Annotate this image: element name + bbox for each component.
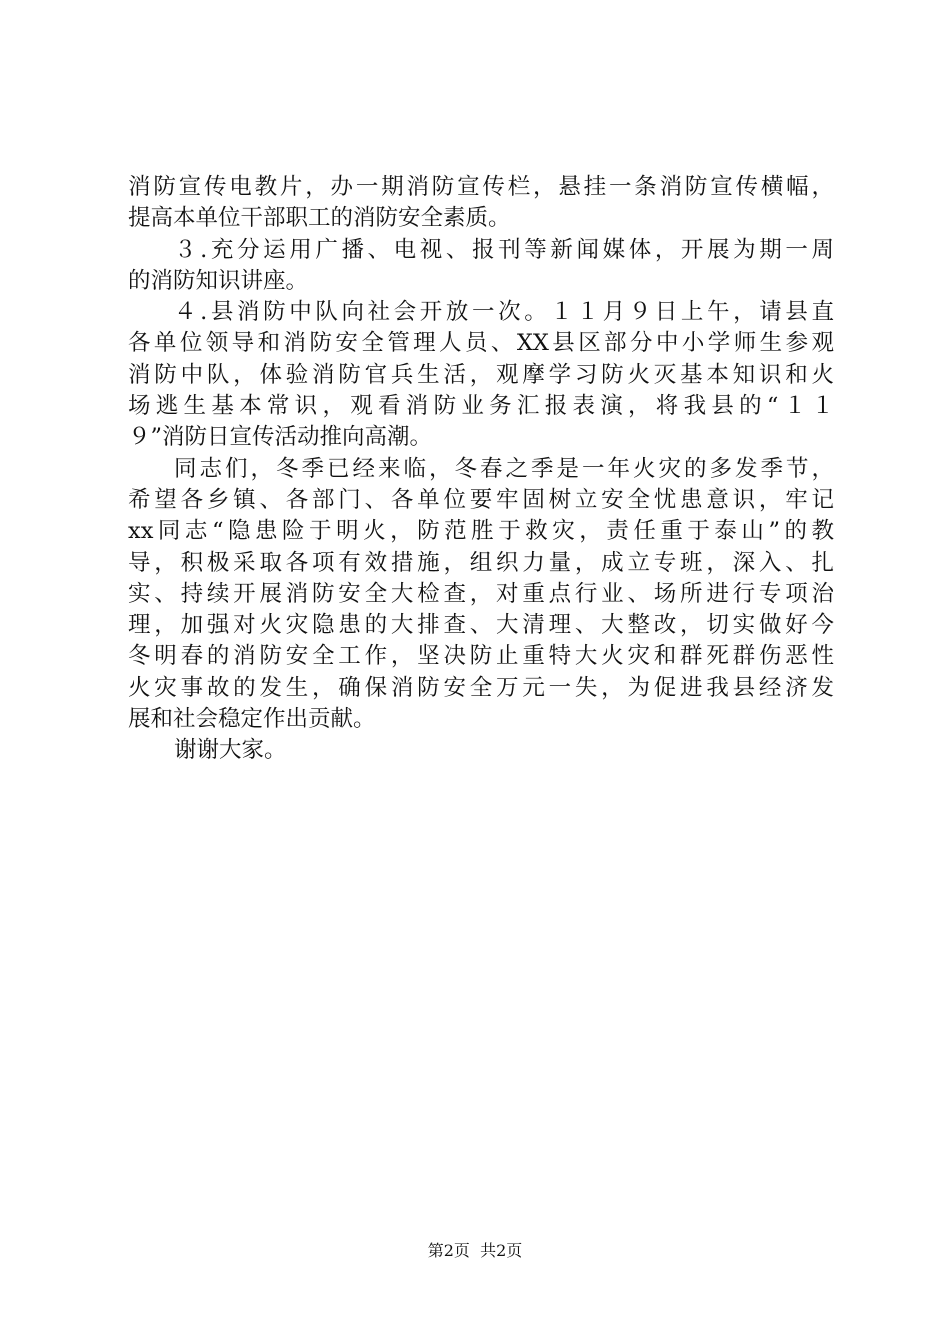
text-line: 希望各乡镇、各部门、各单位要牢固树立安全忧患意识，牢记	[128, 486, 834, 513]
text-line: 各单位领导和消防安全管理人员、XX县区部分中小学师生参观	[128, 330, 834, 357]
text-line: ４.县消防中队向社会开放一次。１１月９日上午，请县直	[174, 299, 834, 326]
text-line: 导，积极采取各项有效措施，组织力量，成立专班，深入、扎	[128, 549, 834, 576]
text-line: 展和社会稳定作出贡献。	[128, 706, 376, 733]
text-line: 消防中队，体验消防官兵生活，观摩学习防火灭基本知识和火	[128, 361, 834, 388]
text-line: 冬明春的消防安全工作，坚决防止重特大火灾和群死群伤恶性	[128, 643, 834, 670]
text-line: 提高本单位干部职工的消防安全素质。	[128, 205, 511, 232]
page-number-label: 第2页 共2页	[427, 1241, 523, 1260]
text-line: 实、持续开展消防安全大检查，对重点行业、场所进行专项治	[128, 580, 834, 607]
text-line: 同志们，冬季已经来临，冬春之季是一年火灾的多发季节，	[174, 455, 834, 482]
text-line: ９”消防日宣传活动推向高潮。	[128, 424, 433, 451]
text-line: ３.充分运用广播、电视、报刊等新闻媒体，开展为期一周	[174, 236, 834, 263]
page-footer	[0, 1241, 950, 1261]
text-line: 理，加强对火灾隐患的大排查、大清理、大整改，切实做好今	[128, 612, 834, 639]
text-line: 的消防知识讲座。	[128, 267, 309, 294]
document-body	[128, 172, 834, 767]
text-line: xx同志“隐患险于明火，防范胜于救灾，责任重于泰山”的教	[128, 518, 834, 545]
text-line: 消防宣传电教片，办一期消防宣传栏，悬挂一条消防宣传横幅，	[128, 174, 834, 200]
text-line: 场逃生基本常识，观看消防业务汇报表演，将我县的“１１	[128, 393, 834, 420]
text-line: 谢谢大家。	[174, 737, 287, 764]
text-line: 火灾事故的发生，确保消防安全万元一失，为促进我县经济发	[128, 674, 834, 701]
